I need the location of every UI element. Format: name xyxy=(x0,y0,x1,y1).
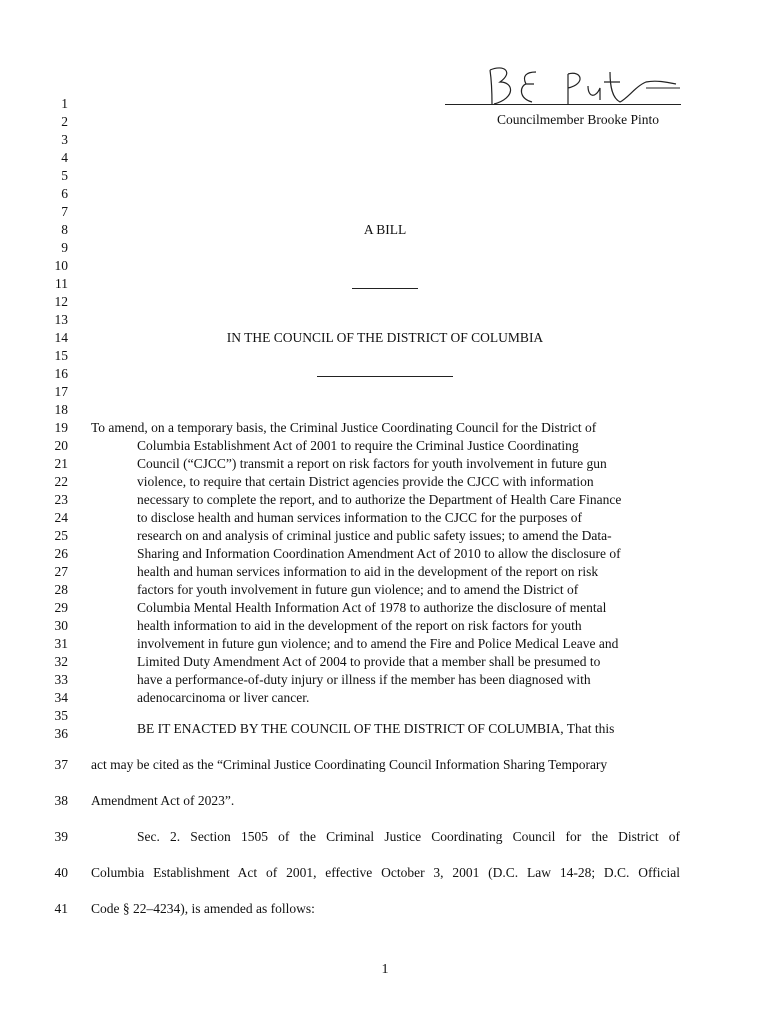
body-line: Amendment Act of 2023”. xyxy=(91,793,235,808)
line-number: 22 xyxy=(54,474,68,489)
section-heading-line: Sec. 2. Section 1505 of the Criminal Justice Coordinating Council for the District of xyxy=(137,829,680,844)
line-number: 2 xyxy=(61,114,68,129)
line-number: 5 xyxy=(61,168,68,183)
date-blank xyxy=(317,376,453,377)
line-number: 33 xyxy=(54,672,68,687)
line-number: 36 xyxy=(54,726,68,741)
long-title-line: To amend, on a temporary basis, the Criminal Justice Coordinating Council for the District of xyxy=(91,420,597,435)
long-title-line: involvement in future gun violence; and to amend the Fire and Police Medical Leave and xyxy=(137,636,619,651)
long-title-line: Sharing and Information Coordination Amendment Act of 2010 to allow the disclosure of xyxy=(137,546,621,561)
enacting-clause: BE IT ENACTED BY THE COUNCIL OF THE DISTRICT OF COLUMBIA, That this xyxy=(137,721,615,736)
line-number: 31 xyxy=(54,636,68,651)
line-number: 19 xyxy=(54,420,68,435)
bill-heading: A BILL xyxy=(363,222,407,237)
line-number: 9 xyxy=(61,240,68,255)
body-line: Code § 22–4234), is amended as follows: xyxy=(91,901,315,916)
line-number: 21 xyxy=(54,456,68,471)
long-title-line: health information to aid in the development of the report on risk factors for youth xyxy=(137,618,582,633)
long-title-line: Council (“CJCC”) transmit a report on risk factors for youth involvement in future gun xyxy=(137,456,607,471)
long-title-line: research on and analysis of criminal justice and public safety issues; to amend the Data- xyxy=(137,528,612,543)
long-title-line: to disclose health and human services information to the CJCC for the purposes of xyxy=(137,510,583,525)
line-number: 37 xyxy=(54,757,68,772)
sponsor-name: Councilmember Brooke Pinto xyxy=(497,112,659,127)
line-number: 12 xyxy=(54,294,68,309)
line-number: 10 xyxy=(54,258,68,273)
line-number: 11 xyxy=(55,276,68,291)
long-title-line: necessary to complete the report, and to authorize the Department of Health Care Finance xyxy=(137,492,622,507)
long-title-line: health and human services information to aid in the development of the report on risk xyxy=(137,564,599,579)
line-number: 24 xyxy=(54,510,68,525)
line-number: 16 xyxy=(54,366,68,381)
line-number: 34 xyxy=(54,690,68,705)
line-number: 23 xyxy=(54,492,68,507)
line-number: 40 xyxy=(54,865,68,880)
line-number: 18 xyxy=(54,402,68,417)
line-number: 39 xyxy=(54,829,68,844)
line-number: 26 xyxy=(54,546,68,561)
body-line: Columbia Establishment Act of 2001, effective October 3, 2001 (D.C. Law 14-28; D.C. Official xyxy=(91,865,680,880)
long-title-line: have a performance-of-duty injury or illness if the member has been diagnosed with xyxy=(137,672,591,687)
line-number: 13 xyxy=(54,312,68,327)
line-number: 29 xyxy=(54,600,68,615)
line-number: 28 xyxy=(54,582,68,597)
line-number: 27 xyxy=(54,564,68,579)
long-title-line: Columbia Establishment Act of 2001 to require the Criminal Justice Coordinating xyxy=(137,438,579,453)
signature-line xyxy=(445,104,681,105)
line-number: 35 xyxy=(54,708,68,723)
line-number: 20 xyxy=(54,438,68,453)
line-number: 17 xyxy=(54,384,68,399)
line-number: 15 xyxy=(54,348,68,363)
line-number: 25 xyxy=(54,528,68,543)
council-heading: IN THE COUNCIL OF THE DISTRICT OF COLUMBIA xyxy=(226,330,544,345)
long-title-line: Limited Duty Amendment Act of 2004 to provide that a member shall be presumed to xyxy=(137,654,601,669)
long-title-line: adenocarcinoma or liver cancer. xyxy=(137,690,310,705)
line-number: 6 xyxy=(61,186,68,201)
long-title-line: factors for youth involvement in future gun violence; and to amend the District of xyxy=(137,582,579,597)
line-number: 1 xyxy=(61,96,68,111)
line-number: 30 xyxy=(54,618,68,633)
line-number: 38 xyxy=(54,793,68,808)
long-title-line: Columbia Mental Health Information Act of 1978 to authorize the disclosure of mental xyxy=(137,600,607,615)
long-title-line: violence, to require that certain District agencies provide the CJCC with information xyxy=(137,474,594,489)
page-number: 1 xyxy=(381,962,389,977)
line-number: 32 xyxy=(54,654,68,669)
handwritten-signature xyxy=(470,58,690,114)
line-number: 7 xyxy=(61,204,68,219)
line-number: 41 xyxy=(54,901,68,916)
body-line: act may be cited as the “Criminal Justice Coordinating Council Information Sharing Temporary xyxy=(91,757,608,772)
line-number: 8 xyxy=(61,222,68,237)
line-number: 14 xyxy=(54,330,68,345)
bill-number-blank xyxy=(352,288,418,289)
line-number: 3 xyxy=(61,132,68,147)
line-number: 4 xyxy=(61,150,68,165)
